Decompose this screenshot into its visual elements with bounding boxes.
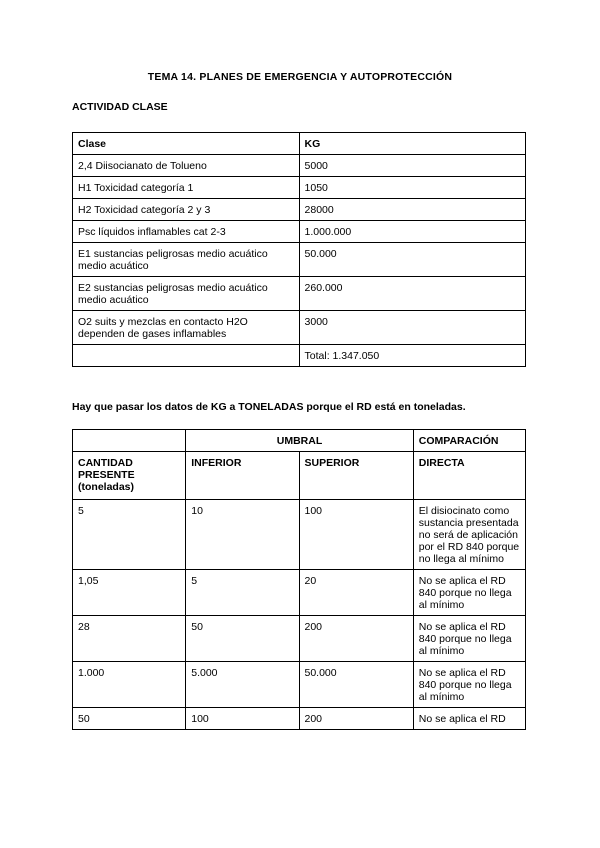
cell-superior: 200 [299,708,413,730]
table-header-row [73,133,526,155]
total-row [73,345,526,367]
cell-directa: No se aplica el RD 840 porque no llega al mínimo [413,570,525,616]
header-comparacion: COMPARACIÓN [413,430,525,452]
conversion-note: Hay que pasar los datos de KG a TONELADAS porque el RD está en toneladas. [72,401,466,413]
table-row [73,221,526,243]
header-kg: KG [299,133,525,155]
cell-clase [73,345,300,367]
cell-clase: H1 Toxicidad categoría 1 [73,177,300,199]
cell-cantidad: 5 [73,500,186,570]
header-superior: SUPERIOR [299,452,413,500]
cell-cantidad: 50 [73,708,186,730]
table-row [73,243,526,277]
cell-superior: 50.000 [299,662,413,708]
cell-superior: 100 [299,500,413,570]
table-subheader-row [73,452,526,500]
cell-clase: H2 Toxicidad categoría 2 y 3 [73,199,300,221]
table-row [73,616,526,662]
cell-cantidad: 1.000 [73,662,186,708]
table-row [73,708,526,730]
table-row [73,311,526,345]
table-row [73,199,526,221]
cell-inferior: 5 [186,570,299,616]
cell-directa: No se aplica el RD 840 porque no llega al mínimo [413,662,525,708]
cell-clase: E2 sustancias peligrosas medio acuático medio acuático [73,277,300,311]
cell-clase: E1 sustancias peligrosas medio acuático medio acuático [73,243,300,277]
cell-superior: 200 [299,616,413,662]
cell-cantidad: 1,05 [73,570,186,616]
cell-kg: 5000 [299,155,525,177]
cell-kg: 28000 [299,199,525,221]
table-row [73,277,526,311]
table-row [73,500,526,570]
cell-inferior: 10 [186,500,299,570]
header-clase: Clase [73,133,300,155]
cell-total: Total: 1.347.050 [299,345,525,367]
cell-inferior: 50 [186,616,299,662]
header-directa: DIRECTA [413,452,525,500]
table-row [73,662,526,708]
substances-table [72,132,526,367]
table-row [73,570,526,616]
cell-inferior: 100 [186,708,299,730]
cell-kg: 50.000 [299,243,525,277]
document-title: TEMA 14. PLANES DE EMERGENCIA Y AUTOPROTECCIÓN [147,71,453,83]
cell-directa: El disiocinato como sustancia presentada no será de aplicación por el RD 840 porque no llega al mínimo [413,500,525,570]
header-inferior: INFERIOR [186,452,299,500]
cell-cantidad: 28 [73,616,186,662]
cell-inferior: 5.000 [186,662,299,708]
cell-directa: No se aplica el RD [413,708,525,730]
cell-kg: 3000 [299,311,525,345]
header-umbral: UMBRAL [186,430,414,452]
cell-kg: 260.000 [299,277,525,311]
table-group-header-row [73,430,526,452]
cell-clase: Psc líquidos inflamables cat 2-3 [73,221,300,243]
cell-clase: 2,4 Diisocianato de Tolueno [73,155,300,177]
table-row [73,155,526,177]
cell-kg: 1050 [299,177,525,199]
cell-clase: O2 suits y mezclas en contacto H2O dependen de gases inflamables [73,311,300,345]
cell-kg: 1.000.000 [299,221,525,243]
section-subtitle: ACTIVIDAD CLASE [72,101,168,113]
header-cantidad: CANTIDAD PRESENTE (toneladas) [73,452,186,500]
table-row [73,177,526,199]
thresholds-table [72,429,526,730]
empty-header-cell [73,430,186,452]
cell-directa: No se aplica el RD 840 porque no llega al mínimo [413,616,525,662]
cell-superior: 20 [299,570,413,616]
